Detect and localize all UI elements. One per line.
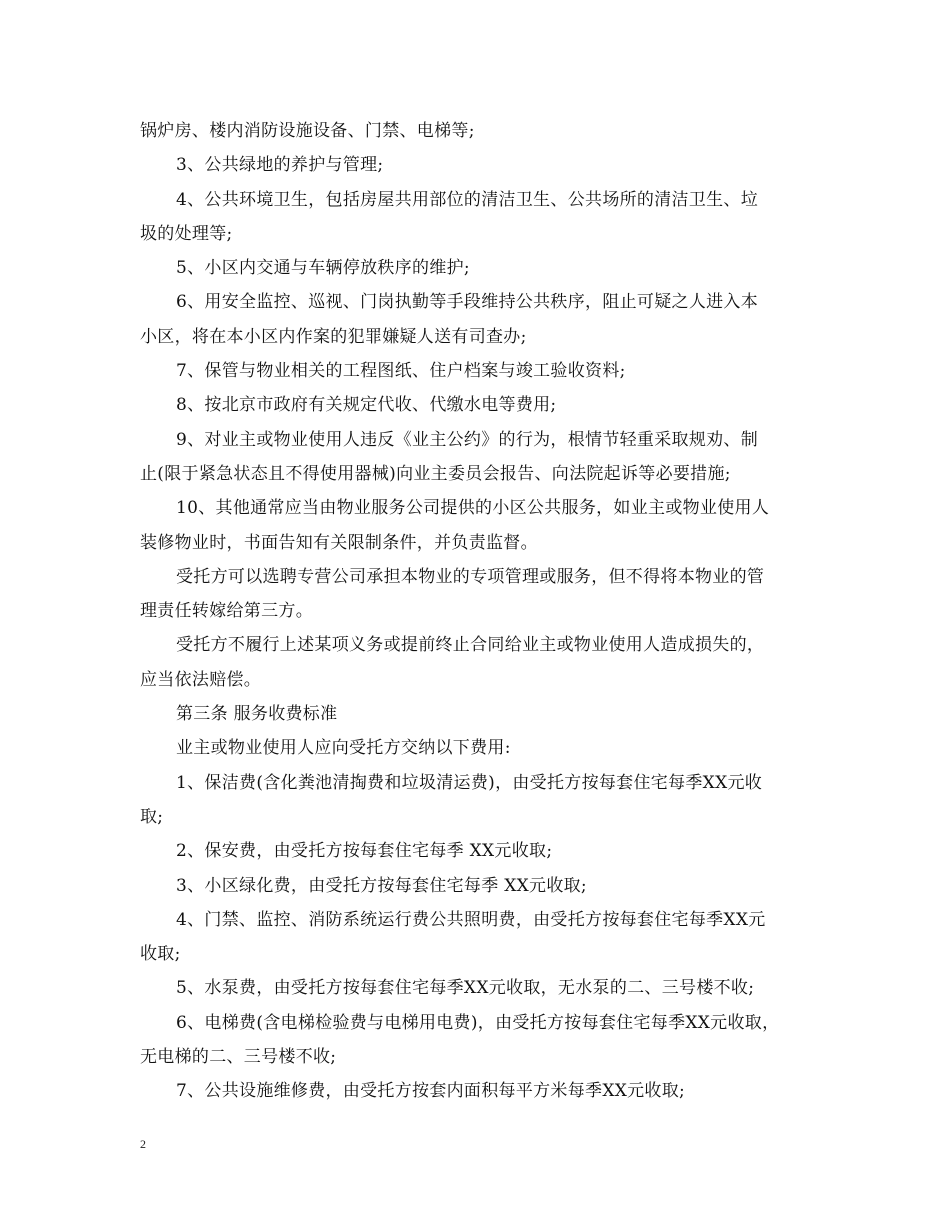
text-line: 受托方不履行上述某项义务或提前终止合同给业主或物业使用人造成损失的， xyxy=(176,635,765,656)
document-body xyxy=(140,114,815,1109)
text-line: 7、公共设施维修费，由受托方按套内面积每平方米每季XX元收取; xyxy=(176,1081,686,1102)
text-line: 取; xyxy=(140,806,164,827)
text-line: 无电梯的二、三号楼不收; xyxy=(140,1047,337,1068)
page-number: 2 xyxy=(140,1137,146,1151)
text-line: 9、对业主或物业使用人违反《业主公约》的行为，根情节轻重采取规劝、制 xyxy=(176,429,759,450)
text-line: 4、公共环境卫生，包括房屋共用部位的清洁卫生、公共场所的清洁卫生、垃 xyxy=(176,189,759,210)
text-line: 6、用安全监控、巡视、门岗执勤等手段维持公共秩序，阻止可疑之人进入本 xyxy=(176,292,759,313)
text-line: 3、小区绿化费，由受托方按每套住宅每季 XX元收取; xyxy=(176,875,587,896)
text-line: 锅炉房、楼内消防设施设备、门禁、电梯等; xyxy=(140,121,475,141)
text-line: 6、电梯费(含电梯检验费与电梯用电费)，由受托方按每套住宅每季XX元收取， xyxy=(176,1012,780,1033)
text-line: 7、保管与物业相关的工程图纸、住户档案与竣工验收资料; xyxy=(176,361,626,382)
text-line: 圾的处理等; xyxy=(140,223,233,244)
text-line: 3、公共绿地的养护与管理; xyxy=(176,155,384,176)
text-line: 止(限于紧急状态且不得使用器械)向业主委员会报告、向法院起诉等必要措施; xyxy=(140,463,731,484)
text-line: 应当依法赔偿。 xyxy=(140,669,262,690)
text-line: 1、保洁费(含化粪池清掏费和垃圾清运费)，由受托方按每套住宅每季XX元收 xyxy=(176,772,763,793)
text-line: 8、按北京市政府有关规定代收、代缴水电等费用; xyxy=(176,395,557,416)
text-line: 5、小区内交通与车辆停放秩序的维护; xyxy=(176,258,470,279)
text-line: 业主或物业使用人应向受托方交纳以下费用: xyxy=(176,738,511,759)
text-line: 5、水泵费，由受托方按每套住宅每季XX元收取，无水泵的二、三号楼不收; xyxy=(176,978,755,999)
text-line: 收取; xyxy=(140,944,181,965)
section-heading: 第三条 服务收费标准 xyxy=(176,704,338,725)
text-line: 小区，将在本小区内作案的犯罪嫌疑人送有司查办; xyxy=(140,326,527,347)
text-line: 2、保安费，由受托方按每套住宅每季 XX元收取; xyxy=(176,841,553,862)
text-line: 理责任转嫁给第三方。 xyxy=(140,601,313,622)
text-line: 装修物业时，书面告知有关限制条件，并负责监督。 xyxy=(140,532,538,553)
text-line: 10、其他通常应当由物业服务公司提供的小区公共服务，如业主或物业使用人 xyxy=(176,498,770,519)
text-line: 受托方可以选聘专营公司承担本物业的专项管理或服务，但不得将本物业的管 xyxy=(176,566,765,587)
text-line: 4、门禁、监控、消防系统运行费公共照明费，由受托方按每套住宅每季XX元 xyxy=(176,909,766,930)
